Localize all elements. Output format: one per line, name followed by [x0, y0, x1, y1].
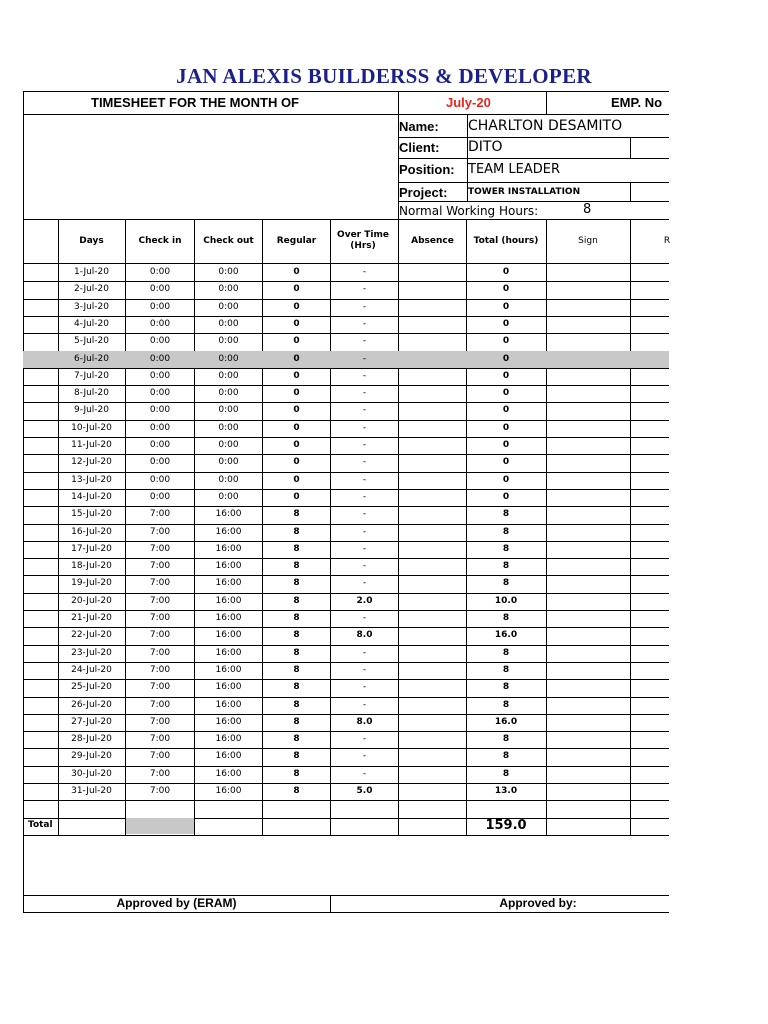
- total-cell: 0: [502, 301, 510, 312]
- check-out-cell: 16:00: [215, 682, 242, 693]
- check-in-cell: 7:00: [149, 786, 171, 796]
- col-overtime: Over Time (Hrs): [337, 230, 389, 251]
- regular-cell: 0: [293, 370, 300, 381]
- check-out-cell: 16:00: [215, 543, 242, 554]
- check-in-cell: 0:00: [149, 405, 171, 416]
- total-cell: 13.0: [494, 786, 518, 796]
- overtime-cell: -: [362, 543, 367, 554]
- employee-name: CHARLTON DESAMITO: [468, 118, 623, 134]
- check-in-cell: 0:00: [149, 491, 171, 502]
- regular-cell: 8: [293, 647, 300, 658]
- grid-line: [398, 182, 669, 183]
- regular-cell: 8: [293, 734, 300, 745]
- approved-by: Approved by:: [499, 896, 577, 910]
- day-cell: 8-Jul-20: [73, 388, 110, 399]
- check-out-cell: 0:00: [218, 318, 239, 329]
- grid-line: [23, 835, 669, 836]
- overtime-cell: -: [362, 336, 367, 347]
- timesheet-month: July-20: [446, 95, 491, 110]
- regular-cell: 8: [293, 630, 300, 641]
- day-cell: 15-Jul-20: [71, 509, 112, 520]
- overtime-cell: 2.0: [356, 595, 373, 606]
- check-in-cell: 7:00: [149, 699, 171, 710]
- regular-cell: 0: [293, 491, 300, 502]
- day-cell: 29-Jul-20: [71, 751, 112, 762]
- total-cell: 0: [502, 284, 510, 295]
- check-out-cell: 16:00: [215, 526, 242, 537]
- overtime-cell: -: [362, 422, 367, 433]
- regular-cell: 0: [293, 474, 300, 485]
- check-out-cell: 16:00: [215, 613, 242, 623]
- grid-line: [23, 91, 24, 913]
- check-in-cell: 0:00: [149, 336, 171, 347]
- col-sign: Sign: [578, 236, 598, 246]
- total-cell: 0: [502, 370, 510, 381]
- check-out-cell: 16:00: [215, 751, 242, 762]
- overtime-cell: -: [362, 353, 367, 364]
- regular-cell: 8: [293, 543, 300, 554]
- check-out-cell: 16:00: [215, 647, 242, 658]
- total-shaded-cell: [126, 818, 194, 834]
- col-check-out: Check out: [203, 236, 254, 246]
- day-cell: 12-Jul-20: [71, 457, 112, 468]
- check-in-cell: 7:00: [149, 751, 171, 762]
- check-in-cell: 0:00: [149, 440, 171, 450]
- total-cell: 10.0: [494, 595, 518, 606]
- check-in-cell: 0:00: [149, 284, 171, 295]
- check-out-cell: 16:00: [215, 561, 242, 572]
- regular-cell: 8: [293, 682, 300, 693]
- check-in-cell: 7:00: [149, 561, 171, 572]
- regular-cell: 0: [293, 284, 300, 295]
- name-label: Name:: [399, 119, 439, 134]
- check-out-cell: 16:00: [215, 734, 242, 745]
- regular-cell: 0: [293, 336, 300, 347]
- working-hours-value: 8: [583, 202, 592, 217]
- check-out-cell: 16:00: [215, 699, 242, 710]
- check-out-cell: 0:00: [218, 422, 239, 433]
- overtime-cell: -: [362, 267, 367, 277]
- overtime-cell: 8.0: [356, 630, 373, 641]
- approved-by-eram: Approved by (ERAM): [116, 896, 237, 910]
- total-cell: 8: [502, 543, 510, 554]
- regular-cell: 8: [293, 526, 300, 537]
- day-cell: 31-Jul-20: [71, 786, 112, 796]
- overtime-cell: -: [362, 509, 367, 520]
- total-cell: 0: [502, 267, 510, 277]
- check-out-cell: 16:00: [215, 786, 242, 796]
- check-out-cell: 0:00: [218, 353, 239, 364]
- overtime-cell: -: [362, 751, 367, 762]
- regular-cell: 0: [293, 457, 300, 468]
- check-out-cell: 16:00: [215, 630, 242, 641]
- grid-line: [398, 219, 399, 835]
- day-cell: 5-Jul-20: [73, 336, 110, 347]
- overtime-cell: -: [362, 526, 367, 537]
- check-in-cell: 7:00: [149, 543, 171, 554]
- overtime-cell: -: [362, 613, 367, 623]
- regular-cell: 8: [293, 578, 300, 589]
- total-cell: 8: [502, 578, 510, 589]
- overtime-cell: -: [362, 699, 367, 710]
- check-in-cell: 7:00: [149, 734, 171, 745]
- grid-line: [630, 219, 631, 835]
- total-cell: 8: [502, 509, 510, 520]
- total-cell: 8: [502, 768, 510, 779]
- total-cell: 16.0: [494, 630, 518, 641]
- total-cell: 8: [502, 699, 510, 710]
- check-in-cell: 0:00: [149, 422, 171, 433]
- check-out-cell: 0:00: [218, 405, 239, 416]
- col-regular: Regular: [276, 236, 317, 246]
- total-cell: 8: [502, 613, 510, 623]
- check-out-cell: 0:00: [218, 284, 239, 295]
- grid-line: [546, 91, 547, 114]
- check-out-cell: 0:00: [218, 474, 239, 485]
- total-label: Total: [28, 820, 53, 830]
- overtime-cell: -: [362, 647, 367, 658]
- day-cell: 14-Jul-20: [71, 491, 112, 502]
- col-remarks: R: [663, 236, 671, 246]
- day-cell: 26-Jul-20: [71, 699, 112, 710]
- total-cell: 0: [502, 457, 510, 468]
- grid-line: [23, 91, 669, 92]
- check-in-cell: 7:00: [149, 682, 171, 693]
- day-cell: 23-Jul-20: [71, 647, 112, 658]
- project-label: Project:: [399, 185, 448, 200]
- regular-cell: 8: [293, 613, 300, 623]
- overtime-cell: -: [362, 664, 367, 675]
- company-name: JAN ALEXIS BUILDERSS & DEVELOPER: [176, 64, 592, 88]
- overtime-cell: -: [362, 370, 367, 381]
- day-cell: 6-Jul-20: [73, 353, 110, 364]
- regular-cell: 0: [293, 422, 300, 433]
- day-cell: 20-Jul-20: [71, 595, 112, 606]
- regular-cell: 0: [293, 405, 300, 416]
- grid-line: [23, 800, 669, 801]
- check-out-cell: 0:00: [218, 301, 239, 312]
- day-cell: 1-Jul-20: [73, 267, 110, 277]
- check-out-cell: 0:00: [218, 336, 239, 347]
- day-cell: 28-Jul-20: [71, 734, 112, 745]
- check-out-cell: 0:00: [218, 457, 239, 468]
- total-cell: 0: [502, 440, 510, 450]
- day-cell: 9-Jul-20: [73, 405, 110, 416]
- check-out-cell: 0:00: [218, 440, 239, 450]
- day-cell: 3-Jul-20: [73, 301, 110, 312]
- check-in-cell: 0:00: [149, 388, 171, 399]
- overtime-cell: -: [362, 301, 367, 312]
- col-check-in: Check in: [138, 236, 182, 246]
- total-cell: 8: [502, 751, 510, 762]
- check-out-cell: 16:00: [215, 509, 242, 520]
- position-label: Position:: [399, 162, 455, 177]
- regular-cell: 8: [293, 786, 300, 796]
- day-cell: 16-Jul-20: [71, 526, 112, 537]
- check-in-cell: 7:00: [149, 613, 171, 623]
- check-out-cell: 0:00: [218, 370, 239, 381]
- grid-line: [23, 114, 669, 115]
- check-in-cell: 7:00: [149, 768, 171, 779]
- total-cell: 0: [502, 388, 510, 399]
- col-total-hours: Total (hours): [473, 236, 539, 246]
- check-out-cell: 16:00: [215, 578, 242, 589]
- check-in-cell: 7:00: [149, 630, 171, 641]
- total-cell: 8: [502, 526, 510, 537]
- day-cell: 27-Jul-20: [71, 716, 112, 727]
- check-in-cell: 0:00: [149, 474, 171, 485]
- client-label: Client:: [399, 140, 440, 155]
- day-cell: 11-Jul-20: [71, 440, 112, 450]
- day-cell: 21-Jul-20: [71, 613, 112, 623]
- grid-line: [546, 219, 547, 835]
- overtime-cell: -: [362, 405, 367, 416]
- check-out-cell: 0:00: [218, 491, 239, 502]
- grid-line: [23, 912, 669, 913]
- check-in-cell: 0:00: [149, 370, 171, 381]
- day-cell: 17-Jul-20: [71, 543, 112, 554]
- total-cell: 8: [502, 664, 510, 675]
- project-value: TOWER INSTALLATION: [468, 187, 581, 197]
- total-hours-value: 159.0: [485, 818, 527, 833]
- check-in-cell: 0:00: [149, 353, 171, 364]
- day-cell: 24-Jul-20: [71, 664, 112, 675]
- position-value: TEAM LEADER: [468, 162, 561, 177]
- overtime-cell: -: [362, 457, 367, 468]
- total-cell: 8: [502, 734, 510, 745]
- day-cell: 7-Jul-20: [73, 370, 110, 381]
- overtime-cell: 5.0: [356, 786, 373, 796]
- regular-cell: 0: [293, 318, 300, 329]
- check-out-cell: 16:00: [215, 716, 242, 727]
- total-cell: 0: [502, 353, 510, 364]
- overtime-cell: -: [362, 440, 367, 450]
- client-value: DITO: [468, 139, 503, 155]
- grid-line: [398, 137, 669, 138]
- total-cell: 0: [502, 491, 510, 502]
- overtime-cell: -: [362, 561, 367, 572]
- col-days: Days: [79, 236, 104, 246]
- check-in-cell: 7:00: [149, 647, 171, 658]
- regular-cell: 0: [293, 301, 300, 312]
- day-cell: 2-Jul-20: [73, 284, 110, 295]
- day-cell: 30-Jul-20: [71, 768, 112, 779]
- check-in-cell: 0:00: [149, 301, 171, 312]
- total-cell: 8: [502, 647, 510, 658]
- regular-cell: 8: [293, 509, 300, 520]
- regular-cell: 0: [293, 267, 300, 277]
- regular-cell: 0: [293, 388, 300, 399]
- overtime-cell: -: [362, 578, 367, 589]
- regular-cell: 0: [293, 440, 300, 450]
- timesheet-title: TIMESHEET FOR THE MONTH OF: [91, 95, 299, 110]
- check-out-cell: 16:00: [215, 768, 242, 779]
- day-cell: 22-Jul-20: [71, 630, 112, 641]
- check-in-cell: 7:00: [149, 526, 171, 537]
- regular-cell: 8: [293, 716, 300, 727]
- overtime-cell: -: [362, 734, 367, 745]
- total-cell: 0: [502, 336, 510, 347]
- col-absence: Absence: [411, 236, 454, 246]
- day-cell: 4-Jul-20: [73, 318, 110, 329]
- overtime-cell: 8.0: [356, 716, 373, 727]
- overtime-cell: -: [362, 388, 367, 399]
- total-cell: 0: [502, 318, 510, 329]
- total-cell: 0: [502, 405, 510, 416]
- regular-cell: 8: [293, 595, 300, 606]
- check-in-cell: 7:00: [149, 595, 171, 606]
- grid-line: [630, 137, 631, 158]
- day-cell: 10-Jul-20: [71, 422, 112, 433]
- overtime-cell: -: [362, 284, 367, 295]
- regular-cell: 8: [293, 751, 300, 762]
- check-in-cell: 7:00: [149, 664, 171, 675]
- check-out-cell: 16:00: [215, 664, 242, 675]
- regular-cell: 8: [293, 561, 300, 572]
- regular-cell: 8: [293, 664, 300, 675]
- grid-line: [630, 182, 631, 201]
- total-cell: 0: [502, 474, 510, 485]
- regular-cell: 8: [293, 768, 300, 779]
- grid-line: [23, 818, 669, 819]
- overtime-cell: -: [362, 682, 367, 693]
- overtime-cell: -: [362, 474, 367, 485]
- check-in-cell: 0:00: [149, 318, 171, 329]
- check-in-cell: 7:00: [149, 578, 171, 589]
- check-in-cell: 7:00: [149, 509, 171, 520]
- check-in-cell: 0:00: [149, 457, 171, 468]
- grid-line: [398, 158, 669, 159]
- check-in-cell: 7:00: [149, 716, 171, 727]
- regular-cell: 8: [293, 699, 300, 710]
- total-cell: 16.0: [494, 716, 518, 727]
- total-cell: 8: [502, 561, 510, 572]
- regular-cell: 0: [293, 353, 300, 364]
- check-out-cell: 0:00: [218, 267, 239, 277]
- check-in-cell: 0:00: [149, 267, 171, 277]
- grid-line: [398, 201, 669, 202]
- overtime-cell: -: [362, 768, 367, 779]
- overtime-cell: -: [362, 491, 367, 502]
- grid-line: [23, 219, 669, 220]
- day-cell: 13-Jul-20: [71, 474, 112, 485]
- emp-no-label: EMP. No: [611, 95, 663, 110]
- day-cell: 19-Jul-20: [71, 578, 112, 589]
- total-cell: 8: [502, 682, 510, 693]
- check-out-cell: 16:00: [215, 595, 242, 606]
- day-cell: 18-Jul-20: [71, 561, 112, 572]
- working-hours-label: Normal Working Hours:: [399, 204, 539, 218]
- day-cell: 25-Jul-20: [71, 682, 112, 693]
- total-cell: 0: [502, 422, 510, 433]
- check-out-cell: 0:00: [218, 388, 239, 399]
- overtime-cell: -: [362, 318, 367, 329]
